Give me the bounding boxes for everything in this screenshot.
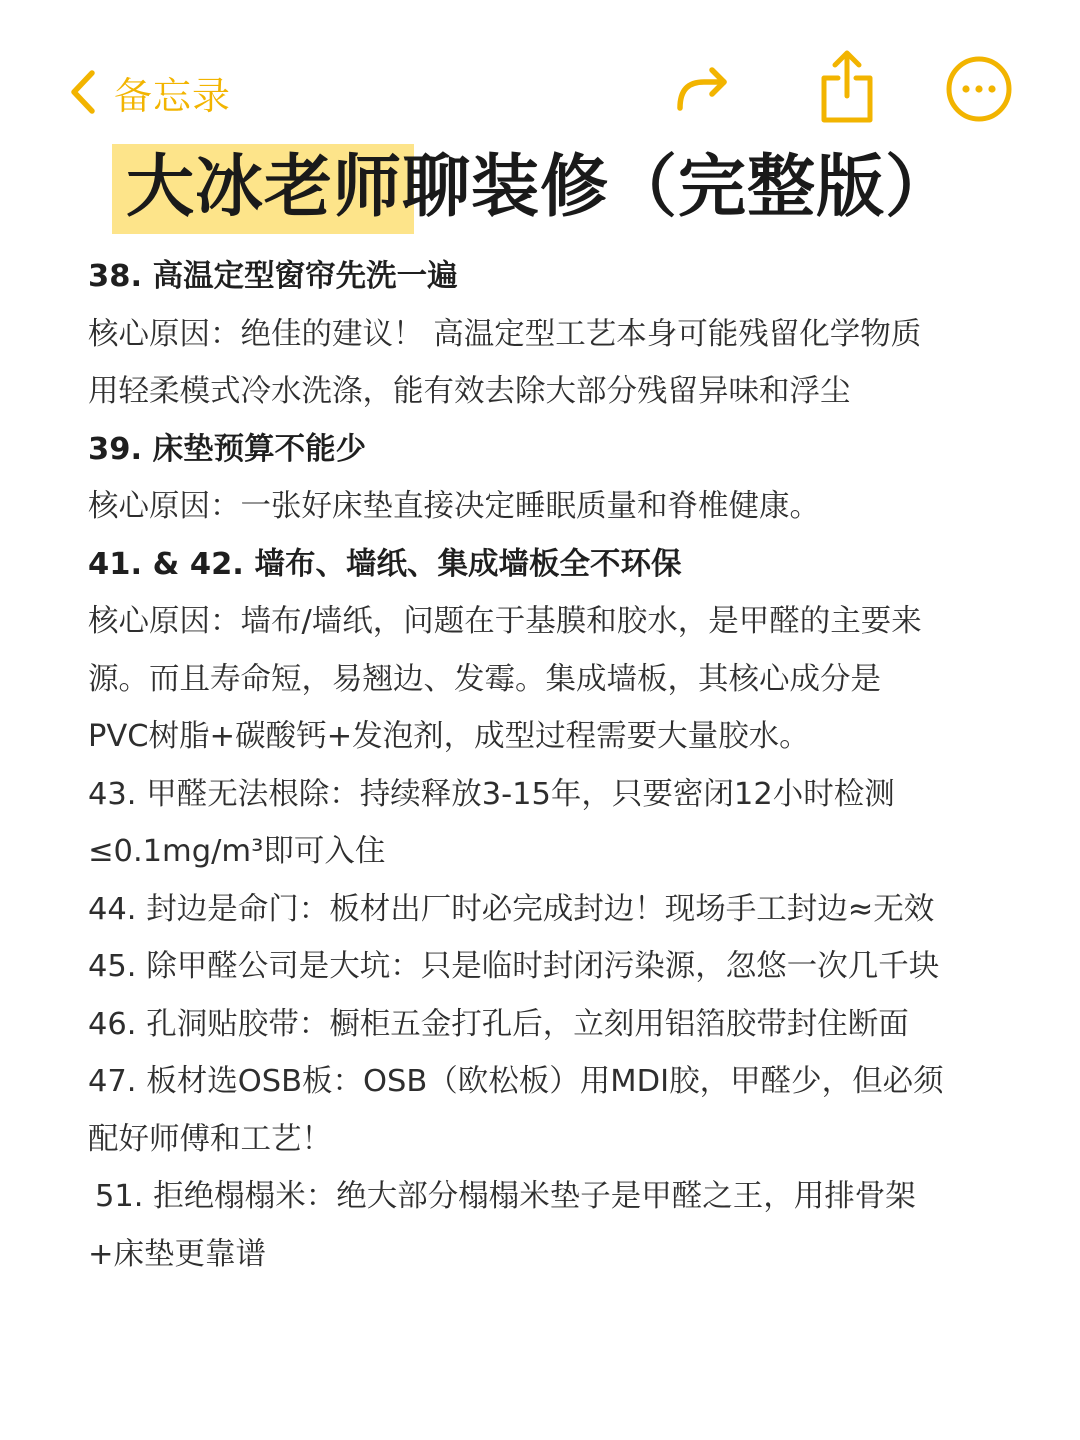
item-text-41-42-line-1: 核心原因：墙布/墙纸，问题在于基膜和胶水，是甲醛的主要来 xyxy=(88,604,922,639)
top-navigation-bar xyxy=(0,52,1080,132)
item-text-38-line-1: 核心原因：绝佳的建议！ 高温定型工艺本身可能残留化学物质 xyxy=(88,316,922,352)
note-body[interactable] xyxy=(88,248,1008,1283)
item-51-line-2: +床垫更靠谱 xyxy=(88,1236,267,1272)
item-47-line-1: 47. 板材选OSB板：OSB（欧松板）用MDI胶，甲醛少，但必须 xyxy=(88,1064,944,1099)
item-text-41-42-line-3: PVC树脂+碳酸钙+发泡剂，成型过程需要大量胶水。 xyxy=(88,719,810,754)
note-title[interactable]: 大冰老师聊装修（完整版） xyxy=(125,148,954,227)
redo-icon xyxy=(668,58,734,124)
item-45: 45. 除甲醛公司是大坑：只是临时封闭污染源，忽悠一次几千块 xyxy=(88,949,940,984)
item-44: 44. 封边是命门：板材出厂时必完成封边！现场手工封边≈无效 xyxy=(88,891,935,927)
item-46: 46. 孔洞贴胶带：橱柜五金打孔后，立刻用铝箔胶带封住断面 xyxy=(88,1006,909,1042)
title-container xyxy=(0,142,1080,234)
item-43-line-2: ≤0.1mg/m³即可入住 xyxy=(88,834,386,869)
more-options-button[interactable] xyxy=(944,54,1014,128)
item-51-line-1: 51. 拒绝榻榻米：绝大部分榻榻米垫子是甲醛之王，用排骨架 xyxy=(95,1179,916,1214)
item-heading-39: 39. 床垫预算不能少 xyxy=(88,431,367,467)
back-button-label: 备忘录 xyxy=(114,73,232,118)
chevron-left-icon xyxy=(66,67,100,117)
item-text-39: 核心原因：一张好床垫直接决定睡眠质量和脊椎健康。 xyxy=(88,489,820,524)
item-heading-38: 38. 高温定型窗帘先洗一遍 xyxy=(88,259,458,294)
item-47-line-2: 配好师傅和工艺！ xyxy=(88,1121,332,1157)
item-text-41-42-line-2: 源。而且寿命短，易翘边、发霉。集成墙板，其核心成分是 xyxy=(88,661,881,697)
item-heading-41-42: 41. & 42. 墙布、墙纸、集成墙板全不环保 xyxy=(88,546,682,582)
share-button[interactable] xyxy=(816,48,878,130)
back-button[interactable] xyxy=(66,62,231,122)
redo-button[interactable] xyxy=(668,58,734,128)
more-icon xyxy=(944,54,1014,124)
item-text-38-line-2: 用轻柔模式冷水洗涤，能有效去除大部分残留异味和浮尘 xyxy=(88,374,851,409)
item-43-line-1: 43. 甲醛无法根除：持续释放3-15年，只要密闭12小时检测 xyxy=(88,776,895,812)
share-icon xyxy=(816,48,878,126)
